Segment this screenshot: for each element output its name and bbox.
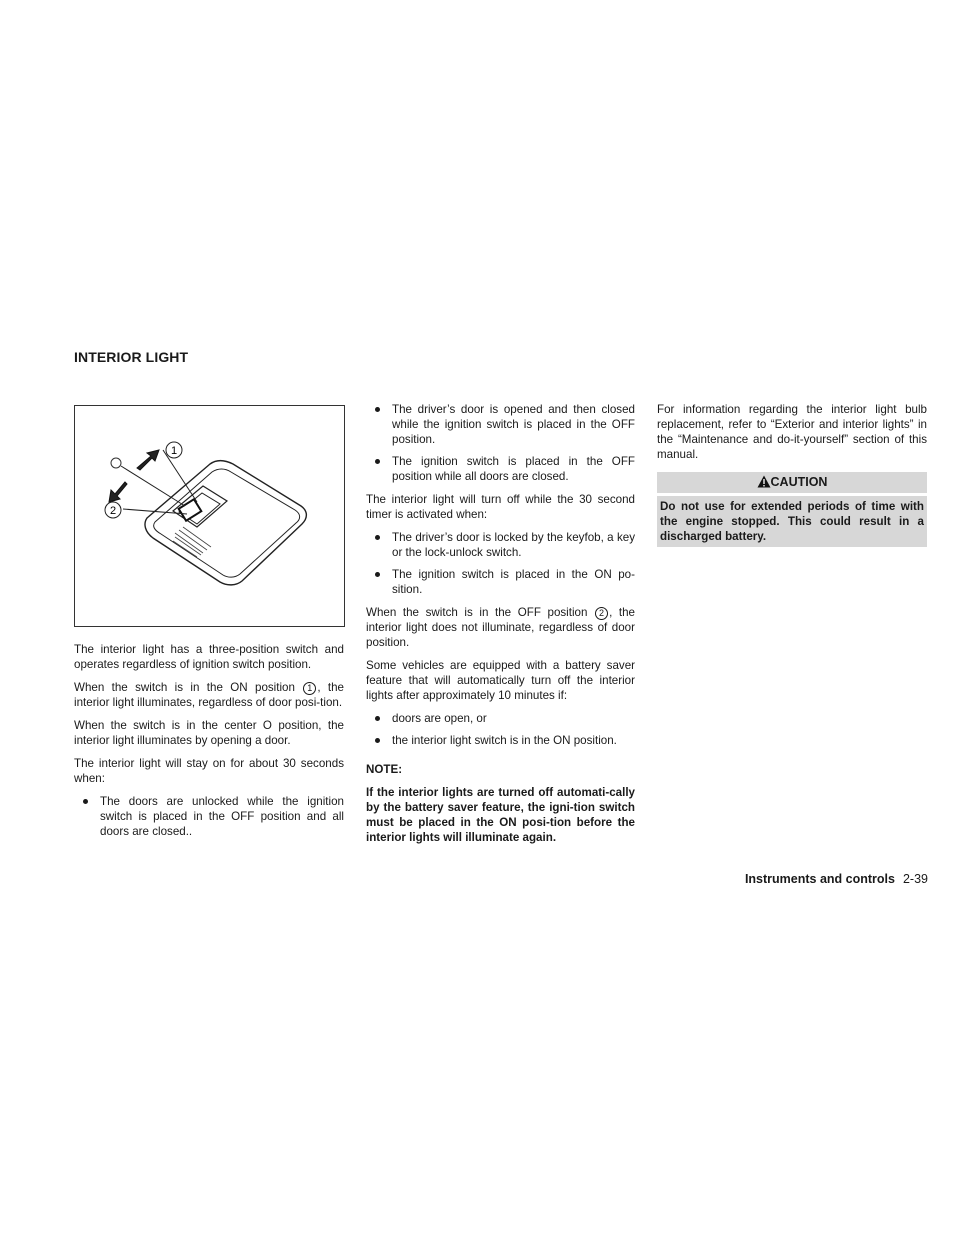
bullet-list	[74, 794, 344, 839]
list-item: The doors are unlocked while the ignition switch is placed in the OFF position and all doors are closed..	[74, 794, 344, 839]
text: , the interior light does not illuminate, regardless of door position.	[366, 606, 635, 649]
paragraph: The interior light has a three-position switch and operates regardless of ignition switch position.	[74, 643, 344, 671]
interior-light-diagram	[75, 406, 344, 626]
list-item: the interior light switch is in the ON position.	[366, 733, 635, 748]
bullet-list	[366, 402, 635, 484]
circled-number-2: 2	[595, 607, 608, 620]
page-footer	[745, 872, 928, 886]
note-text: If the interior lights are turned off automati-cally by the battery saver feature, the igni-tion switch must be placed in the ON posi-tion before the interior lights will illuminate again.	[366, 786, 635, 844]
bullet-list	[366, 530, 635, 597]
list-item: The driver’s door is locked by the keyfob, a key or the lock-unlock switch.	[366, 530, 635, 560]
section-heading: INTERIOR LIGHT	[74, 349, 189, 365]
note-label: NOTE:	[366, 763, 403, 776]
caution-header	[657, 472, 927, 493]
circled-number-1: 1	[303, 682, 316, 695]
paragraph: Some vehicles are equipped with a battery saver feature that will automatically turn off the interior lights after approximately 10 minutes if:	[366, 659, 635, 702]
column-right	[657, 402, 927, 547]
interior-light-illustration	[74, 405, 345, 627]
list-item: doors are open, or	[366, 711, 635, 726]
page-number: 2-39	[902, 872, 928, 886]
text: When the switch is in the OFF position	[366, 606, 595, 619]
callout-2: 2	[109, 505, 117, 517]
text: , the interior light illuminates, regardless of door posi-tion.	[74, 681, 345, 709]
paragraph: The interior light will stay on for about 30 seconds when:	[74, 757, 344, 785]
paragraph-on-position	[74, 680, 344, 710]
text: When the switch is in the ON position	[74, 681, 303, 694]
list-item: The ignition switch is placed in the OFF position while all doors are closed.	[366, 454, 635, 484]
list-item: The ignition switch is placed in the ON po-sition.	[366, 567, 635, 597]
column-middle	[366, 402, 635, 853]
bullet-list	[366, 711, 635, 748]
warning-icon	[757, 475, 771, 488]
footer-section-title: Instruments and controls	[744, 872, 895, 886]
paragraph: The interior light will turn off while the 30 second timer is activated when:	[366, 493, 635, 521]
caution-text: Do not use for extended periods of time with the engine stopped. This could result in a discharged battery.	[657, 496, 927, 547]
column-left	[74, 642, 344, 847]
callout-1: 1	[170, 445, 178, 457]
paragraph-off-position	[366, 605, 635, 650]
list-item: The driver’s door is opened and then closed while the ignition switch is placed in the OFF position.	[366, 402, 635, 447]
paragraph: When the switch is in the center O position, the interior light illuminates by opening a door.	[74, 719, 344, 747]
caution-label: CAUTION	[770, 475, 828, 489]
paragraph: For information regarding the interior light bulb replacement, refer to “Exterior and interior lights” in the “Maintenance and do-it-yourself” section of this manual.	[657, 403, 927, 461]
